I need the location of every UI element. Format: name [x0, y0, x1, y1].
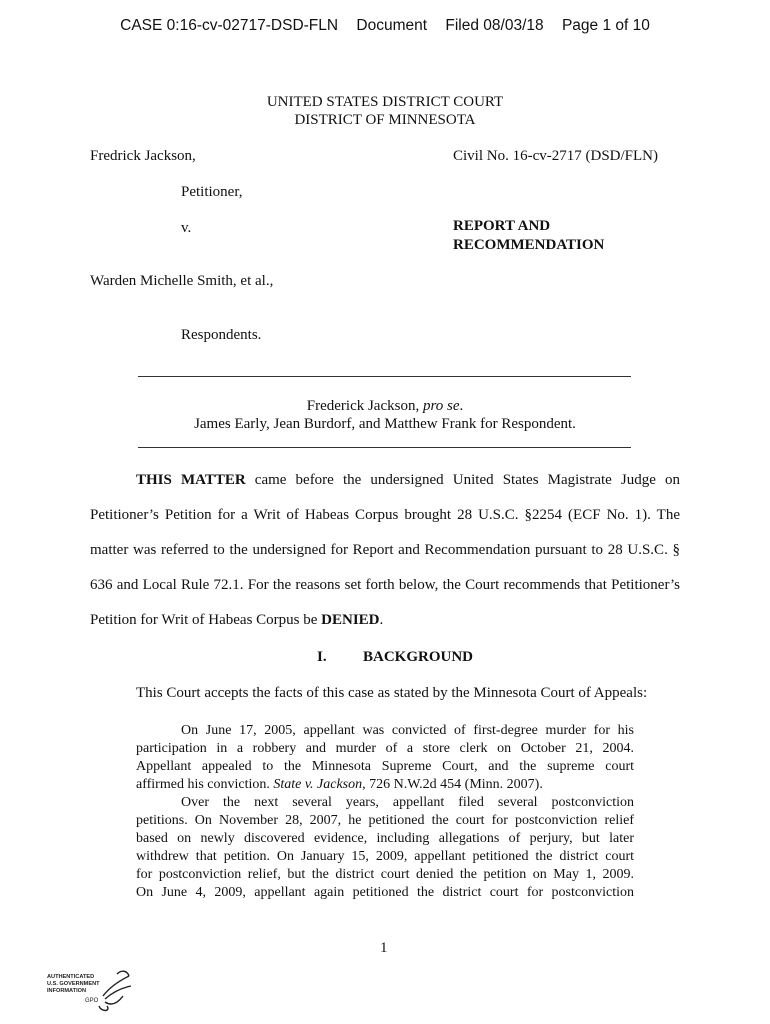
respondent-role: Respondents. — [181, 327, 262, 343]
intro-line-2: Petitioner’s Petition for a Writ of Habeas Corpus brought 28 U.S.C. §2254 (ECF No. 1). The — [90, 507, 680, 523]
intro-line-5-text: Petition for Writ of Habeas Corpus be — [90, 612, 322, 628]
intro-line-1-text: came before the undersigned United States Magistrate Judge on — [245, 472, 680, 488]
respondent-name: Warden Michelle Smith, et al., — [90, 273, 274, 289]
report-title-line2: RECOMMENDATION — [453, 237, 605, 253]
this-matter-bold: THIS MATTER — [136, 472, 246, 488]
pro-se-label: pro se — [422, 398, 460, 414]
appearance-period: . — [459, 398, 464, 414]
case-number: CASE 0:16-cv-02717-DSD-FLN — [120, 17, 339, 34]
civil-number: Civil No. 16-cv-2717 (DSD/FLN) — [453, 148, 658, 164]
block-quote — [136, 722, 634, 902]
petitioner-role: Petitioner, — [181, 184, 243, 200]
case-citation: State v. Jackson — [273, 777, 363, 792]
intro-line-5-end: . — [379, 612, 384, 628]
filing-header — [0, 17, 770, 35]
report-title-line1: REPORT AND — [453, 218, 551, 234]
quote-p1-line-3: Appellant appealed to the Minnesota Supreme Court, and the supreme court — [136, 759, 634, 774]
intro-line-5 — [90, 610, 680, 645]
quote-p2-line-3: based on newly discovered evidence, including allegations of perjury, but later — [136, 831, 634, 846]
appearance-respondent: James Early, Jean Burdorf, and Matthew Frank for Respondent. — [194, 416, 576, 432]
quote-p2-line-5: for postconviction relief, but the district court denied the petition on May 1, 2009. — [136, 867, 634, 882]
quote-p1-line-2: participation in a robbery and murder of a store clerk on October 21, 2004. — [136, 741, 634, 756]
section-title: BACKGROUND — [363, 649, 474, 665]
seal-text-1: AUTHENTICATED — [47, 974, 95, 980]
versus: v. — [181, 220, 192, 236]
seal-text-3: INFORMATION — [47, 988, 87, 994]
gpo-authentication-seal — [45, 966, 135, 1014]
intro-line-4: 636 and Local Rule 72.1. For the reasons set forth below, the Court recommends that Petitioner’s — [90, 577, 680, 593]
appearance-petitioner-name: Frederick Jackson, — [306, 398, 423, 414]
eagle-icon — [99, 971, 131, 1010]
seal-text-2: U.S. GOVERNMENT — [47, 981, 100, 987]
section-number: I. — [317, 649, 327, 665]
lead-sentence: This Court accepts the facts of this case as stated by the Minnesota Court of Appeals: — [136, 685, 648, 701]
quote-p2-line-4: withdrew that petition. On January 15, 2009, appellant petitioned the district court — [136, 849, 634, 864]
denied-bold: DENIED — [321, 612, 380, 628]
divider-top — [138, 376, 631, 377]
court-name: UNITED STATES DISTRICT COURT — [266, 94, 504, 110]
seal-text-4: GPO — [85, 998, 99, 1004]
petitioner-name: Fredrick Jackson, — [90, 148, 196, 164]
quote-p1-line-1: On June 17, 2005, appellant was convicted of first-degree murder for his — [181, 723, 634, 738]
appearance-petitioner — [0, 398, 770, 415]
document-label: Document — [356, 17, 428, 34]
citation-reporter: , 726 N.W.2d 454 (Minn. 2007). — [362, 777, 543, 792]
quote-p2-line-6: On June 4, 2009, appellant again petitioned the district court for postconviction — [136, 885, 634, 900]
filed-date: Filed 08/03/18 — [445, 17, 544, 34]
quote-p1-line-4-text: affirmed his conviction. — [136, 777, 274, 792]
intro-line-3: matter was referred to the undersigned for Report and Recommendation pursuant to 28 U.S.C. § — [90, 542, 680, 558]
divider-bottom — [138, 447, 631, 448]
page-indicator: Page 1 of 10 — [561, 17, 650, 34]
intro-paragraph — [90, 470, 680, 645]
intro-line-1 — [90, 470, 680, 505]
page-number: 1 — [380, 940, 388, 956]
court-district: DISTRICT OF MINNESOTA — [294, 112, 476, 128]
quote-p2-line-2: petitions. On November 28, 2007, he petitioned the court for postconviction relief — [136, 813, 634, 828]
quote-p1-line-4 — [136, 776, 634, 794]
quote-p2-line-1: Over the next several years, appellant filed several postconviction — [181, 795, 634, 810]
